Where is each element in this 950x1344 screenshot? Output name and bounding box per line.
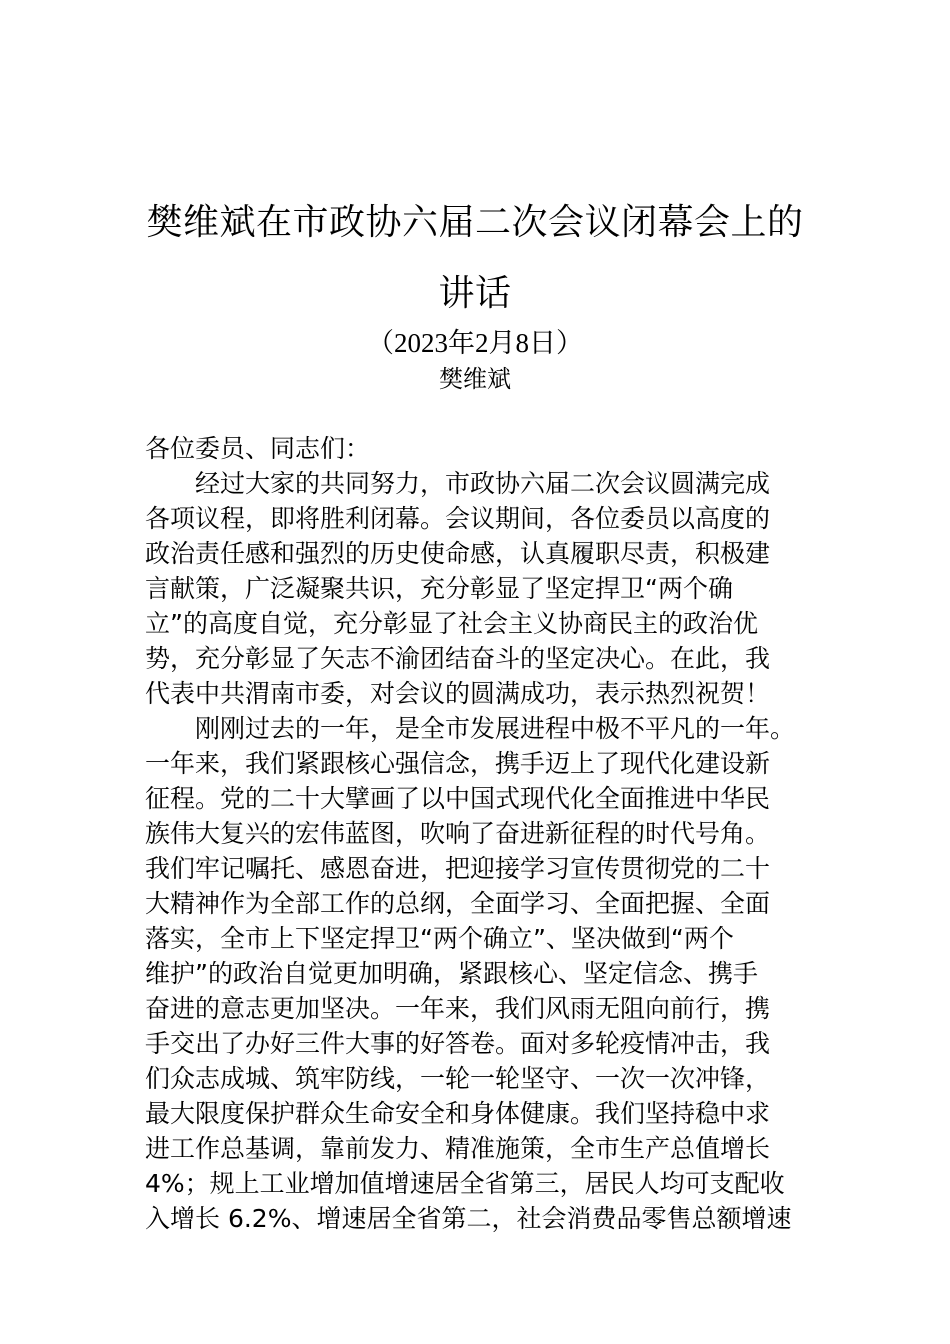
paragraph-line: 进工作总基调，靠前发力、精准施策，全市生产总值增长 (145, 1134, 771, 1163)
paragraph-line: 维护”的政治自觉更加明确，紧跟核心、坚定信念、携手 (145, 959, 758, 988)
document-author: 樊维斌 (439, 365, 511, 393)
paragraph-line: 4%；规上工业增加值增速居全省第三，居民人均可支配收 (145, 1169, 785, 1198)
paragraph-line: 族伟大复兴的宏伟蓝图，吹响了奋进新征程的时代号角。 (145, 819, 771, 848)
paragraph-line: 我们牢记嘱托、感恩奋进，把迎接学习宣传贯彻党的二十 (145, 854, 771, 883)
paragraph-line: 手交出了办好三件大事的好答卷。面对多轮疫情冲击，我 (145, 1029, 771, 1058)
paragraph-line: 大精神作为全部工作的总纲，全面学习、全面把握、全面 (145, 889, 771, 918)
paragraph-line: 奋进的意志更加坚决。一年来，我们风雨无阻向前行，携 (145, 994, 771, 1023)
document-date: （2023年2月8日） (367, 328, 583, 358)
paragraph-line: 入增长 6.2%、增速居全省第二，社会消费品零售总额增速 (145, 1204, 792, 1233)
paragraph-line: 言献策，广泛凝聚共识，充分彰显了坚定捍卫“两个确 (145, 574, 733, 603)
document-title-line-1: 樊维斌在市政协六届二次会议闭幕会上的 (146, 202, 804, 243)
paragraph-line: 政治责任感和强烈的历史使命感，认真履职尽责，积极建 (145, 539, 771, 568)
paragraph-line: 最大限度保护群众生命安全和身体健康。我们坚持稳中求 (145, 1099, 771, 1128)
paragraph-line: 们众志成城、筑牢防线，一轮一轮坚守、一次一次冲锋， (145, 1064, 771, 1093)
paragraph-line: 势，充分彰显了矢志不渝团结奋斗的坚定决心。在此，我 (145, 644, 771, 673)
paragraph-line: 刚刚过去的一年，是全市发展进程中极不平凡的一年。 (195, 714, 796, 743)
paragraph-line: 征程。党的二十大擘画了以中国式现代化全面推进中华民 (145, 784, 771, 813)
salutation: 各位委员、同志们： (145, 434, 371, 463)
paragraph-line: 一年来，我们紧跟核心强信念，携手迈上了现代化建设新 (145, 749, 771, 778)
paragraph-line: 立”的高度自觉，充分彰显了社会主义协商民主的政治优 (145, 609, 758, 638)
paragraph-line: 代表中共渭南市委，对会议的圆满成功，表示热烈祝贺！ (145, 679, 771, 708)
paragraph-line: 落实，全市上下坚定捍卫“两个确立”、坚决做到“两个 (145, 924, 734, 953)
paragraph-line: 各项议程，即将胜利闭幕。会议期间，各位委员以高度的 (145, 504, 771, 533)
document-title-line-2: 讲话 (438, 273, 512, 314)
paragraph-line: 经过大家的共同努力，市政协六届二次会议圆满完成 (195, 469, 771, 498)
